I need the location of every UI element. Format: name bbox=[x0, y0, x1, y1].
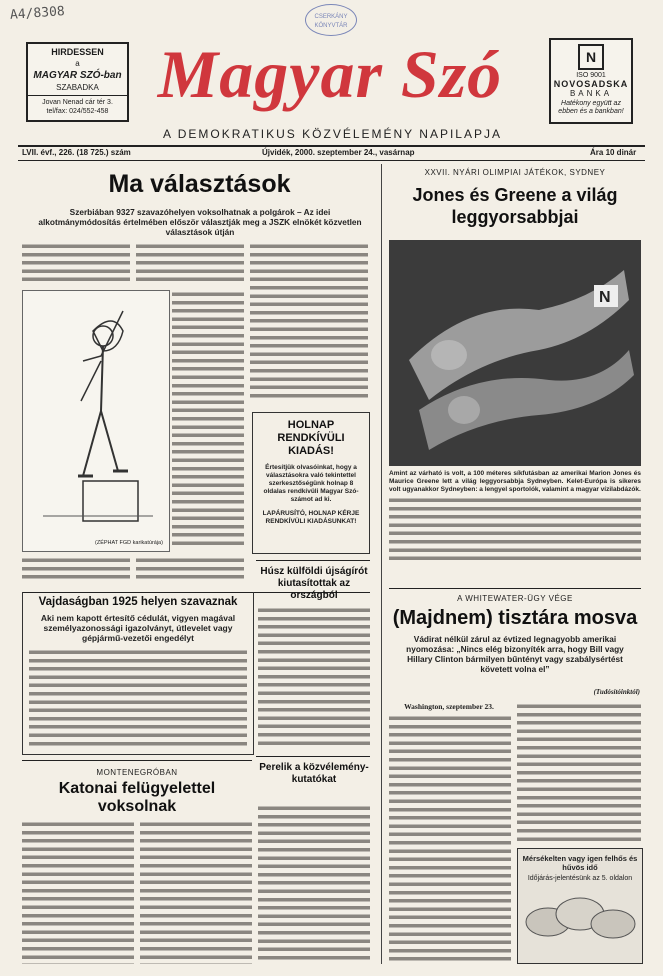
bank-name-2: BANKA bbox=[569, 89, 613, 98]
notice-footer: LAPÁRUSÍTÓ, HOLNAP KÉRJE RENDKÍVÜLI KIADÁSUNKAT! bbox=[262, 510, 360, 525]
ad-line-3: MAGYAR SZÓ-ban bbox=[33, 70, 122, 81]
whitewater-kicker: A WHITEWATER-ÜGY VÉGE bbox=[457, 594, 573, 603]
vajdasag-box bbox=[22, 592, 254, 755]
whitewater-text-col1 bbox=[389, 714, 511, 962]
vajdasag-title: Vajdaságban 1925 helyen szavaznak bbox=[38, 596, 238, 608]
whitewater-rule bbox=[389, 588, 641, 589]
main-article-text-col2b bbox=[172, 290, 244, 550]
bank-iso: ISO 9001 bbox=[576, 72, 606, 79]
main-article-lead: Szerbiában 9327 szavazóhelyen voksolhatnak a polgárok – Az idei alkotmánymódosítás értelmében először választják meg a JSZK elnökét közvetlen választások útján bbox=[38, 207, 362, 237]
weather-teaser bbox=[517, 848, 643, 964]
main-article-title: Ma választások bbox=[108, 170, 291, 198]
main-article-text-col2 bbox=[136, 242, 244, 284]
notice-text: Értesítjük olvasóinkat, hogy a választásokra való tekintettel szerkesztőségünk holnap 8 oldalas rendkívüli Magyar Szó-számot ad ki. bbox=[263, 464, 359, 503]
olympics-title: Jones és Greene a világ leggyorsabbjai bbox=[412, 185, 618, 227]
hus-rule bbox=[256, 560, 370, 561]
whitewater-dateline: Washington, szeptember 23. bbox=[404, 702, 494, 711]
olympics-caption bbox=[389, 470, 641, 580]
svg-text:N: N bbox=[599, 289, 611, 306]
masthead-rule-top bbox=[18, 145, 645, 147]
main-article-text-col1 bbox=[22, 242, 130, 284]
vajdasag-subtitle: Aki nem kapott értesítő cédulát, vigyen magával személyazonossági igazolványt, útlevelet vagy gépjármű-vezetői engedélyt bbox=[40, 613, 236, 643]
library-stamp bbox=[305, 4, 357, 36]
ad-line-2: a bbox=[75, 59, 80, 68]
vajdasag-text bbox=[29, 648, 247, 746]
bank-logo-icon: N bbox=[578, 44, 604, 70]
olympics-caption-more bbox=[389, 496, 641, 564]
notice-title: HOLNAP RENDKÍVÜLI KIADÁS! bbox=[277, 419, 345, 457]
main-article-text-col2c bbox=[136, 556, 244, 582]
weather-title: Mérsékelten vagy igen felhős és hűvös idő bbox=[522, 854, 638, 872]
column-divider bbox=[381, 164, 382, 964]
advertise-box bbox=[26, 42, 129, 122]
montenegro-text-col1 bbox=[22, 820, 134, 964]
cartoon-drawing bbox=[23, 291, 169, 541]
ad-line-1: HIRDESSEN bbox=[51, 47, 104, 57]
perelik-rule bbox=[256, 756, 370, 757]
hus-article-text bbox=[258, 606, 370, 746]
whitewater-source: (Tudósítóinktól) bbox=[593, 688, 640, 696]
edition-place-date: Újvidék, 2000. szeptember 24., vasárnap bbox=[262, 148, 415, 157]
cartoon-credit: (ZÉPHAT FGD karikatúrája) bbox=[95, 540, 163, 546]
ad-line-6: tel/fax: 024/552-458 bbox=[46, 108, 109, 115]
montenegro-kicker: MONTENEGRÓBAN bbox=[96, 768, 178, 777]
olympics-photo bbox=[389, 240, 641, 466]
perelik-article-title: Perelik a közvélemény-kutatókat bbox=[259, 762, 369, 785]
weather-text: Időjárás-jelentésünk az 5. oldalon bbox=[527, 875, 633, 882]
cloud-icon bbox=[518, 882, 642, 952]
montenegro-text-col2 bbox=[140, 820, 252, 964]
masthead-subtitle: A DEMOKRATIKUS KÖZVÉLEMÉNY NAPILAPJA bbox=[163, 127, 502, 141]
whitewater-title: (Majdnem) tisztára mosva bbox=[392, 607, 638, 629]
bank-slogan: Hatékony együtt az ebben és a bankban! bbox=[558, 100, 624, 115]
special-edition-notice bbox=[252, 412, 370, 554]
olympics-kicker: XXVII. NYÁRI OLIMPIAI JÁTÉKOK, SYDNEY bbox=[424, 168, 606, 177]
perelik-article-text bbox=[258, 804, 370, 962]
whitewater-text-col2 bbox=[517, 702, 641, 844]
edition-price: Ára 10 dinár bbox=[590, 148, 637, 157]
olympics-caption-text: Amint az várható is volt, a 100 méteres síkfutásban az amerikai Marion Jones és Maurice Greene lett a világ leggyorsabbja Sydneyben. Kelet-Európa is sikeres volt ugyanakkor Sydneyben: a lengyel sportolók, valamint a magyar vízilabdázók. bbox=[389, 470, 641, 493]
montenegro-rule bbox=[22, 760, 252, 761]
masthead-rule-bottom bbox=[18, 160, 645, 161]
montenegro-title: Katonai felügyelettel voksolnak bbox=[58, 780, 216, 815]
bank-ad-box bbox=[549, 38, 633, 124]
ad-line-4: SZABADKA bbox=[56, 83, 99, 92]
ad-line-5: Jovan Nenad cár tér 3. bbox=[42, 99, 113, 106]
masthead-title: Magyar Szó bbox=[157, 36, 503, 112]
hus-article-title: Húsz külföldi újságírót kiutasítottak az országból bbox=[260, 566, 368, 601]
handwritten-archive-note: A4/8308 bbox=[9, 4, 66, 23]
athletes-photo-image bbox=[389, 240, 641, 466]
bank-name: NOVOSADSKA bbox=[553, 79, 629, 89]
stamp-text: CSERKÁNY KÖNYVTÁR bbox=[314, 14, 348, 29]
main-article-text-col1b bbox=[22, 556, 130, 582]
edition-volume: LVII. évf., 226. (18 725.) szám bbox=[22, 148, 131, 157]
whitewater-lead: Vádirat nélkül zárul az évtized legnagyobb amerikai nyomozása: „Nincs elég bizonyíték arra, hogy Bill vagy Hillary Clinton bármilyen bűntényt vagy szabálysértést követett volna el” bbox=[406, 634, 624, 674]
main-article-text-col3 bbox=[250, 242, 368, 402]
ad-address bbox=[28, 95, 127, 116]
cartoon bbox=[22, 290, 170, 552]
